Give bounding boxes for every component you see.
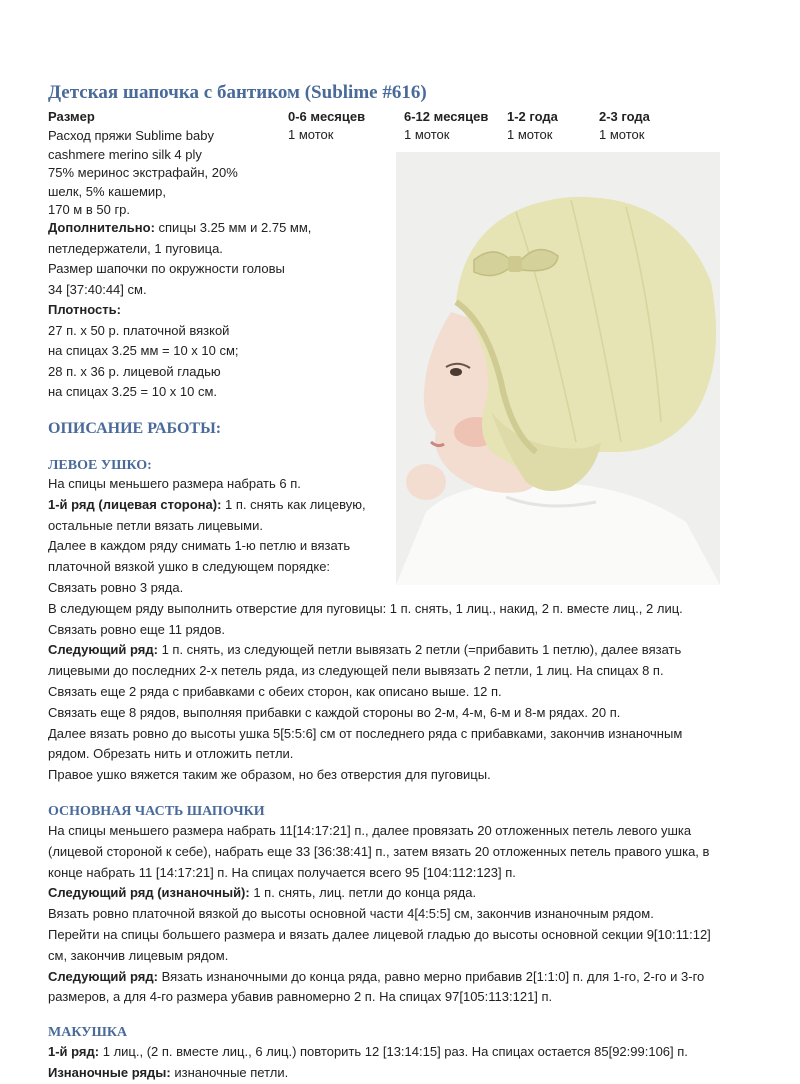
row-label: Следующий ряд: [48,968,158,984]
text-line: Вязать ровно платочной вязкой до высоты основной части 4[4:5:5] см, закончив изнаночным рядом. [48,906,654,922]
size-column-4: 2-3 года [599,109,650,124]
text-line [48,967,748,988]
text-line [48,883,748,904]
text-line: Связать ровно 3 ряда. [48,579,184,595]
text-line: На спицы меньшего размера набрать 6 п. [48,476,301,491]
text-line: размеров, а для 4-го размера убавив равномерно 2 п. На спицах 97[105:113:121] п. [48,989,553,1005]
text-line: платочной вязкой ушко в следующем порядке: [48,559,331,575]
left-ear-text [48,474,748,786]
row-text: 1 лиц., (2 п. вместе лиц., 6 лиц.) повторить 12 [13:14:15] раз. На спицах остается 85[92:99:106] п. [99,1044,688,1059]
text-line [48,495,748,516]
text-line: Связать еще 2 ряда с прибавками с обеих сторон, как описано выше. 12 п. [48,683,502,699]
row-text: 1 п. снять, из следующей петли вывязать 2 петли (=прибавить 1 петлю), далее вязать [157,642,682,658]
row-label: 1-й ряд (лицевая сторона): [48,496,222,512]
main-part-text [48,821,748,1008]
text-line [48,1063,748,1084]
text-line: Далее вязать ровно до высоты ушка 5[5:5:6] см от последнего ряда с прибавками, закончив изнаночным [48,725,683,741]
text-line: На спицы меньшего размера набрать 11[14:17:21] п., далее провязать 20 отложенных петель левого ушка [48,823,692,838]
size-amount-3: 1 моток [507,127,553,142]
size-column-3: 1-2 года [507,109,558,124]
text-line: конце набрать 11 [14:17:21] п. На спицах получается всего 95 [104:112:123] п. [48,864,516,880]
row-text: изнаночные петли. [170,1064,289,1080]
yarn-line: 75% меринос экстрафайн, 20% [48,165,238,180]
yarn-info [48,127,308,220]
row-label: 1-й ряд: [48,1044,100,1059]
text-line: Связать еще 8 рядов, выполняя прибавки с каждой стороны во 2-м, 4-м, 6-м и 8-м рядах. 20 п. [48,704,621,720]
text-line: остальные петли вязать лицевыми. [48,517,263,533]
crown-text [48,1042,748,1084]
yarn-line: шелк, 5% кашемир, [48,183,167,199]
materials-spec [48,218,388,403]
extra-label: Дополнительно: [48,220,155,235]
row-text: 1 п. снять, лиц. петли до конца ряда. [249,885,477,901]
document-title: Детская шапочка с бантиком (Sublime #616) [48,82,427,103]
text-line: Перейти на спицы большего размера и вязать далее лицевой гладью до высоты основной секции 9[10:11:12] [48,926,711,942]
text-line: Правое ушко вяжется таким же образом, но без отверстия для пуговицы. [48,767,491,783]
size-amount-1: 1 моток [288,127,334,142]
size-label: Размер [48,109,95,124]
extra-line [48,218,388,239]
size-column-1: 0-6 месяцев [288,109,366,124]
text-line [48,640,748,661]
size-text: 34 [37:40:44] см. [48,281,147,297]
text-line: В следующем ряду выполнить отверстие для пуговицы: 1 п. снять, 1 лиц., накид, 2 п. вместе лиц., 2 лиц. [48,600,683,616]
yarn-line: Расход пряжи Sublime baby [48,128,214,143]
yarn-line: 170 м в 50 гр. [48,202,131,217]
text-line: (лицевой стороной к себе), набрать еще 33 [36:38:41] п., затем вязать 20 отложенных петель правого ушка, в [48,843,710,859]
text-line: рядом. Обрезать нить и отложить петли. [48,746,294,762]
extra-line: петледержатели, 1 пуговица. [48,240,223,256]
size-amount-4: 1 моток [599,127,645,142]
left-ear-heading: ЛЕВОЕ УШКО: [48,458,152,473]
density-label: Плотность: [48,302,121,317]
main-part-heading: ОСНОВНАЯ ЧАСТЬ ШАПОЧКИ [48,804,265,819]
density-line: на спицах 3.25 мм = 10 х 10 см; [48,343,239,358]
crown-heading: МАКУШКА [48,1025,128,1040]
row-label: Изнаночные ряды: [48,1064,171,1080]
density-line: 27 п. х 50 р. платочной вязкой [48,322,230,338]
text-line: лицевыми до последних 2-х петель ряда, из следующей пели вывязать 2 петли, 1 лиц. На спицах 8 п. [48,663,664,679]
row-label: Следующий ряд: [48,642,158,658]
row-text: Вязать изнаночными до конца ряда, равно мерно прибавив 2[1:1:0] п. для 1-го, 2-го и 3-го [157,968,705,984]
row-text: 1 п. снять как лицевую, [221,496,366,512]
text-line: Связать ровно еще 11 рядов. [48,621,226,637]
yarn-line: cashmere merino silk 4 ply [48,146,202,162]
work-description-heading: ОПИСАНИЕ РАБОТЫ: [48,420,222,437]
extra-text: спицы 3.25 мм и 2.75 мм, [154,220,312,235]
text-line [48,1042,748,1063]
density-line: на спицах 3.25 = 10 х 10 см. [48,384,218,399]
size-column-2: 6-12 месяцев [404,109,489,124]
size-amount-2: 1 моток [404,127,450,142]
text-line: Далее в каждом ряду снимать 1-ю петлю и вязать [48,538,351,554]
text-line: см, закончив лицевым рядом. [48,947,229,963]
density-line: 28 п. х 36 р. лицевой гладью [48,363,221,379]
row-label: Следующий ряд (изнаночный): [48,885,250,901]
size-text: Размер шапочки по окружности головы [48,261,285,276]
